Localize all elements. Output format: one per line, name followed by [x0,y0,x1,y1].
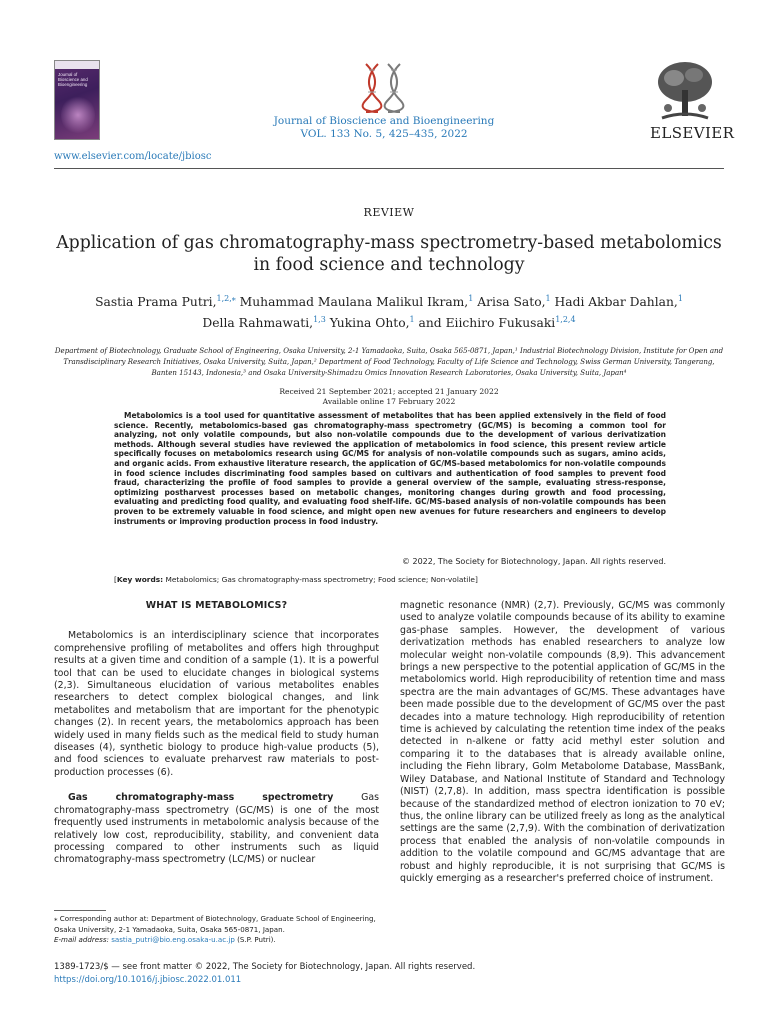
author-name[interactable]: Sastia Prama Putri, [95,295,217,310]
abstract-copyright: © 2022, The Society for Biotechnology, Japan. All rights reserved. [401,557,666,566]
author-affiliation-mark[interactable]: 1,3 [313,315,326,325]
dna-logo-icon [360,62,406,114]
author-affiliation-mark[interactable]: 1 [677,294,683,303]
author-affiliation-mark[interactable]: 1,2,⁎ [216,294,236,303]
body-column-right [400,600,725,898]
online-date: Available online 17 February 2022 [322,397,456,406]
article-dates [54,387,724,407]
run-in-heading: Gas chromatography-mass spectrometry [68,792,334,804]
publisher-name: ELSEVIER [650,124,735,142]
footnote-rule [54,910,106,911]
corresponding-author-footnote [54,914,379,946]
corresponding-author-text: ⁎ Corresponding author at: Department of Biotechnology, Graduate School of Engineering, Osaka University, 2-1 Yamadaoka, Suita, Osaka 565-0871, Japan. [54,914,376,934]
keywords-bracket-close: ] [474,575,478,584]
author-name[interactable]: Muhammad Maulana Malikul Ikram, [239,295,469,310]
cover-title: Journal of Bioscience and Bioengineering [58,72,88,87]
article-type: REVIEW [363,206,415,219]
journal-volume: VOL. 133 No. 5, 425–435, 2022 [300,128,468,140]
author-name[interactable]: Della Rahmawati, [202,316,314,331]
article-title: Application of gas chromatography-mass spectrometry-based metabolomics in food science and technology [56,233,722,275]
journal-cover-thumbnail [54,60,100,140]
author-name[interactable]: and Eiichiro Fukusaki [418,316,556,331]
issn-line: 1389-1723/$ — see front matter © 2022, The Society for Biotechnology, Japan. All rights reserved. [54,962,476,972]
author-affiliation-mark[interactable]: 1 [545,294,551,303]
elsevier-tree-logo-icon [654,60,716,122]
author-affiliation-mark[interactable]: 1 [468,294,474,303]
author-name[interactable]: Arisa Sato, [477,295,546,310]
keywords-label: Key words: [116,575,164,584]
received-date: Received 21 September 2021; accepted 21 January 2022 [279,387,499,396]
author-affiliation-mark[interactable]: 1,2,4 [555,315,576,325]
author-name[interactable]: Yukina Ohto, [329,316,410,331]
email-link[interactable]: sastia_putri@bio.eng.osaka-u.ac.jp [111,935,235,944]
body-text: Gas chromatography-mass spectrometry (GC/MS) is one of the most frequently used instruments in metabolomic analysis because of the relatively low cost, reproducibility, stability, and convenient data processing compared to other instruments such as liquid chromatography-mass spectrometry (LC/MS) or nuclear [54,792,380,866]
keywords-list: Metabolomics; Gas chromatography-mass spectrometry; Food science; Non-volatile [165,575,475,584]
body-paragraph: Metabolomics is an interdisciplinary science that incorporates comprehensive profiling of metabolites and offers high throughput results at a given time and condition of a sample (1). It is a powerful tool that can be used to elucidate changes in biological systems (2,3). Simultaneous elucidation of various metabolites enables researchers to detect complex biological changes, and link metabolites and metabolism that are important for the phenotypic changes (2). In recent years, the metabolomics approach has been widely used in many fields such as the medical field to study human diseases (4), synthetic biology to produce high-value products (5), and food sciences to evaluate preharvest raw materials to post-production processes (6). [54,630,379,778]
body-paragraph [54,792,379,866]
author-name[interactable]: Hadi Akbar Dahlan, [554,295,678,310]
affiliations: Department of Biotechnology, Graduate School of Engineering, Osaka University, 2-1 Yamadaoka, Suita, Osaka 565-0871, Japan,¹ Industrial Biotechnology Division, Institute for Open and Transdisciplinary Research Initiatives, Osaka University, Suita, Japan,² Department of Food Technology, Faculty of Life Science and Technology, Swiss German University, Tangerang, Banten 15143, Indonesia,³ and Osaka University-Shimadzu Omics Innovation Research Laboratories, Osaka University, Suita, Japan⁴ [54,346,724,377]
body-column-left [54,600,379,880]
author-list [54,290,724,332]
header-divider [54,168,724,169]
email-suffix: (S.P. Putri). [234,935,276,944]
journal-name[interactable]: Journal of Bioscience and Bioengineering [273,115,495,127]
keywords [114,575,666,584]
abstract: Metabolomics is a tool used for quantitative assessment of metabolites that has been applied extensively in the field of food science. Recently, metabolomics-based gas chromatography-mass spectrometry (GC/MS) is becoming a common tool for analyzing, not only volatile compounds, but also non-volatile compounds due to the development of various derivatization methods. Although several studies have reviewed the application of metabolomics in food science, this present review article specifically focuses on metabolomics research using GC/MS for analysis of non-volatile compounds such as sugars, amino acids, and organic acids. From exhaustive literature research, the application of GC/MS-based metabolomics for non-volatile compounds in food science includes discriminating food samples based on cultivars and authentication of food samples to prevent food fraud, characterizing the profile of food samples to provide a general overview of the sample, evaluating stress-response, optimizing postharvest processes based on metabolic changes, monitoring changes during growth and food processing, evaluating and predicting food quality, and evaluating food shelf-life. GC/MS-based analysis of non-volatile compounds has been proven to be extremely valuable in food science, and might open new avenues for future researchers and engineers to develop instruments or improving production process in food industry. [114,411,666,526]
doi-link[interactable]: https://doi.org/10.1016/j.jbiosc.2022.01.011 [54,975,242,985]
email-label: E-mail address: [54,935,109,944]
keywords-bracket-open: [ [114,575,117,584]
journal-url-link[interactable]: www.elsevier.com/locate/jbiosc [54,151,212,162]
body-paragraph: magnetic resonance (NMR) (2,7). Previously, GC/MS was commonly used to analyze volatile compounds because of its ability to examine gas-phase samples. However, the development of various derivatization methods has enabled researchers to analyze low molecular weight non-volatile compounds (8,9). This advancement brings a new perspective to the potential application of GC/MS in the metabolomics world. High reproducibility of retention time and mass spectra are the main advantages of GC/MS. These advantages have been made possible due to the development of GC/MS over the past decades into a mature technology. High reproducibility of retention time is achieved by calculating the retention time index of the peaks detected in n-alkene or fatty acid methyl ester solution and comparing it to the databases that is already available online, including the Fiehn library, Golm Metabolome Database, MassBank, Wiley Database, and National Institute of Standard and Technology (NIST) (2,7,8). In addition, mass spectra identification is possible because of the standardized method of electron ionization to 70 eV; thus, the online library can be utilized freely as long as the analytical settings are the same (2,7,9). With the combination of derivatization process that enabled the analysis of non-volatile compounds in addition to the volatile compound and GC/MS advantage that are robust and highly reproducible, it is not surprising that GC/MS is quickly emerging as a researcher's preferred choice of instrument. [400,600,725,884]
author-affiliation-mark[interactable]: 1 [409,315,415,325]
section-heading: WHAT IS METABOLOMICS? [145,600,288,611]
